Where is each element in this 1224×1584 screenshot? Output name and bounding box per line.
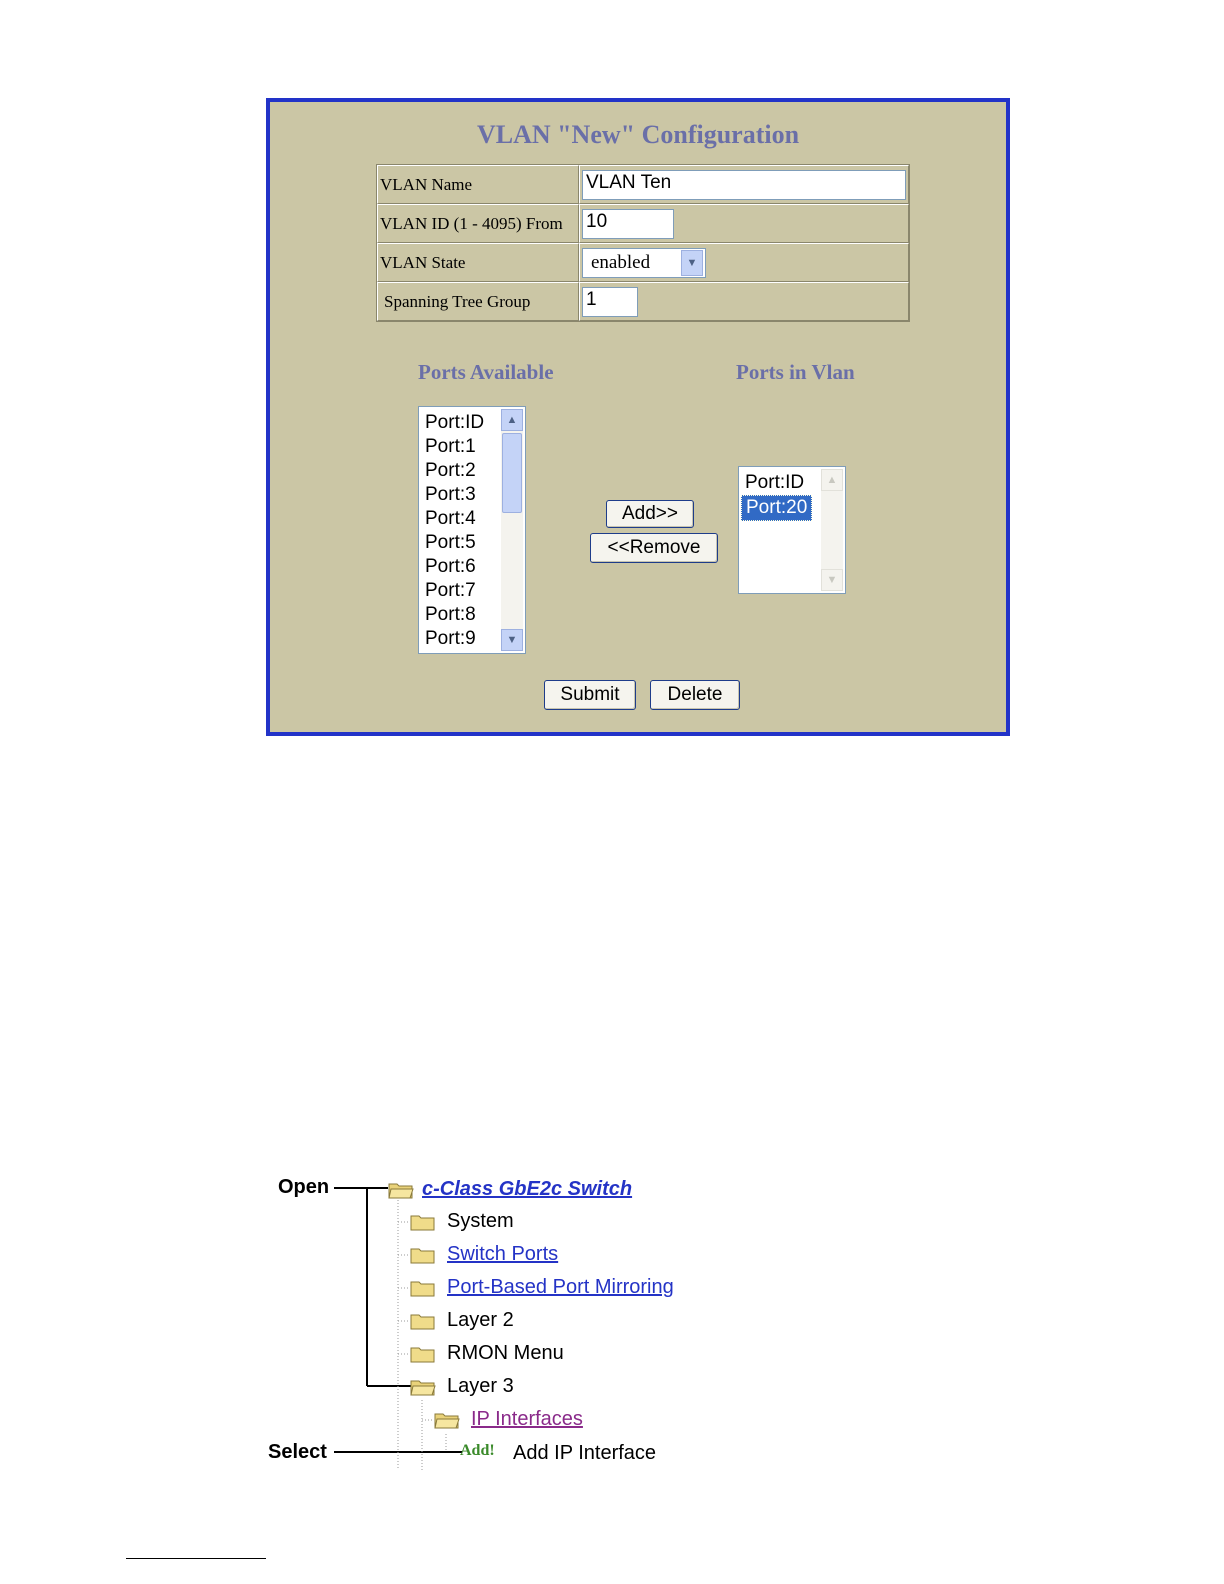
chevron-down-icon[interactable]: ▼	[681, 250, 703, 276]
folder-icon[interactable]	[410, 1245, 436, 1265]
vlan-name-input[interactable]: VLAN Ten	[582, 170, 906, 200]
folder-icon[interactable]	[410, 1278, 436, 1298]
list-item[interactable]: Port:2	[425, 460, 476, 481]
tree-item-rmon[interactable]: RMON Menu	[447, 1342, 564, 1364]
delete-button[interactable]: Delete	[650, 680, 740, 710]
open-folder-icon[interactable]	[434, 1410, 460, 1430]
tree-item-ip-interfaces[interactable]	[471, 1408, 583, 1431]
add-badge-icon[interactable]: Add!	[460, 1442, 495, 1459]
selected-list-item[interactable]: Port:20	[741, 495, 812, 521]
tree-item-layer3[interactable]: Layer 3	[447, 1375, 514, 1397]
stg-input[interactable]: 1	[582, 287, 638, 317]
switch-ports-link[interactable]: Switch Ports	[447, 1243, 559, 1265]
list-item[interactable]: Port:4	[425, 508, 476, 529]
vlan-state-value: enabled	[591, 251, 651, 273]
folder-icon[interactable]	[410, 1344, 436, 1364]
submit-button[interactable]: Submit	[544, 680, 636, 710]
scroll-down-icon[interactable]: ▼	[501, 629, 523, 651]
tree-root[interactable]	[422, 1178, 632, 1201]
vlan-id-input[interactable]: 10	[582, 209, 674, 239]
scroll-down-icon[interactable]: ▼	[821, 569, 843, 591]
list-item[interactable]: Port:7	[425, 580, 476, 601]
add-button[interactable]: Add>>	[606, 500, 694, 528]
page-title: VLAN "New" Configuration	[476, 120, 800, 149]
port-mirroring-link[interactable]: Port-Based Port Mirroring	[447, 1276, 674, 1298]
footnote-divider	[126, 1558, 266, 1559]
vlan-state-label: VLAN State	[377, 243, 579, 282]
list-item[interactable]: Port:3	[425, 484, 476, 505]
tree-item-layer2[interactable]: Layer 2	[447, 1309, 514, 1331]
remove-button[interactable]: <<Remove	[590, 533, 718, 563]
open-folder-icon[interactable]	[388, 1180, 414, 1200]
stg-label: Spanning Tree Group	[377, 282, 579, 321]
select-callout: Select	[268, 1441, 327, 1463]
scroll-up-icon[interactable]: ▲	[501, 409, 523, 431]
list-item[interactable]: Port:6	[425, 556, 476, 577]
folder-icon[interactable]	[410, 1212, 436, 1232]
open-callout: Open	[278, 1176, 330, 1198]
tree-item-port-mirroring[interactable]	[447, 1276, 674, 1299]
list-item[interactable]: Port:ID	[745, 472, 805, 493]
ip-interfaces-link[interactable]: IP Interfaces	[471, 1408, 583, 1430]
scroll-up-icon[interactable]: ▲	[821, 469, 843, 491]
list-item[interactable]: Port:8	[425, 604, 476, 625]
tree-item-system[interactable]: System	[447, 1210, 514, 1232]
open-folder-icon[interactable]	[410, 1377, 436, 1397]
ports-available-header: Ports Available	[418, 360, 554, 384]
list-item[interactable]: Port:1	[425, 436, 476, 457]
ports-in-vlan-header: Ports in Vlan	[736, 360, 855, 384]
list-item[interactable]: Port:5	[425, 532, 476, 553]
vlan-name-label: VLAN Name	[377, 165, 579, 204]
folder-icon[interactable]	[410, 1311, 436, 1331]
vlan-id-label: VLAN ID (1 - 4095) From	[377, 204, 579, 243]
tree-item-switch-ports[interactable]	[447, 1243, 558, 1266]
tree-root-link[interactable]: c-Class GbE2c Switch	[422, 1178, 633, 1200]
tree-item-add-ip-interface[interactable]: Add IP Interface	[513, 1442, 657, 1464]
list-item[interactable]: Port:9	[425, 628, 476, 649]
list-item[interactable]: Port:ID	[425, 412, 485, 433]
